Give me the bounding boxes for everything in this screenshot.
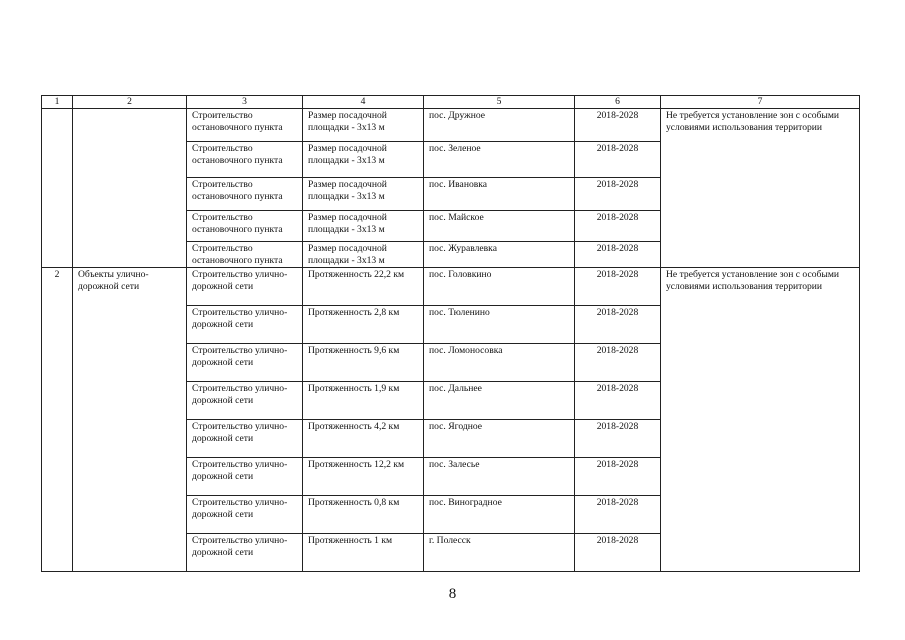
location-cell: пос. Дальнее [424,382,575,420]
parameter-cell: Протяженность 2,8 км [303,306,424,344]
period-cell: 2018-2028 [575,178,661,211]
header-cell: 1 [42,96,73,109]
parameter-cell: Размер посадочной площадки - 3х13 м [303,109,424,142]
object-cell [73,109,187,268]
period-cell: 2018-2028 [575,496,661,534]
parameter-cell: Протяженность 12,2 км [303,458,424,496]
object-cell: Объекты улично-дорожной сети [73,268,187,572]
table-row [42,268,860,306]
period-cell: 2018-2028 [575,534,661,572]
location-cell: пос. Ломоносовка [424,344,575,382]
period-cell: 2018-2028 [575,344,661,382]
parameter-cell: Протяженность 22,2 км [303,268,424,306]
work-cell: Строительство остановочного пункта [187,242,303,268]
location-cell: пос. Ягодное [424,420,575,458]
work-cell: Строительство улично-дорожной сети [187,458,303,496]
header-cell: 4 [303,96,424,109]
period-cell: 2018-2028 [575,306,661,344]
location-cell: пос. Журавлевка [424,242,575,268]
header-cell: 7 [661,96,860,109]
parameter-cell: Размер посадочной площадки - 3х13 м [303,142,424,178]
work-cell: Строительство остановочного пункта [187,211,303,242]
location-cell: пос. Тюленино [424,306,575,344]
location-cell: пос. Ивановка [424,178,575,211]
row-number-cell [42,109,73,268]
period-cell: 2018-2028 [575,211,661,242]
parameter-cell: Размер посадочной площадки - 3х13 м [303,178,424,211]
period-cell: 2018-2028 [575,142,661,178]
row-number-cell: 2 [42,268,73,572]
location-cell: пос. Дружное [424,109,575,142]
parameter-cell: Размер посадочной площадки - 3х13 м [303,211,424,242]
work-cell: Строительство улично-дорожной сети [187,344,303,382]
period-cell: 2018-2028 [575,109,661,142]
location-cell: пос. Зеленое [424,142,575,178]
work-cell: Строительство улично-дорожной сети [187,496,303,534]
location-cell: пос. Виноградное [424,496,575,534]
work-cell: Строительство улично-дорожной сети [187,382,303,420]
parameter-cell: Протяженность 4,2 км [303,420,424,458]
header-cell: 6 [575,96,661,109]
work-cell: Строительство остановочного пункта [187,142,303,178]
page-number: 8 [448,586,457,602]
period-cell: 2018-2028 [575,382,661,420]
parameter-cell: Протяженность 9,6 км [303,344,424,382]
table-row [42,109,860,142]
location-cell: пос. Майское [424,211,575,242]
location-cell: пос. Залесье [424,458,575,496]
work-cell: Строительство улично-дорожной сети [187,420,303,458]
planning-table [41,95,860,572]
zone-note-cell: Не требуется установление зон с особыми условиями использования территории [661,268,860,572]
parameter-cell: Протяженность 1 км [303,534,424,572]
period-cell: 2018-2028 [575,420,661,458]
parameter-cell: Протяженность 0,8 км [303,496,424,534]
parameter-cell: Размер посадочной площадки - 3х13 м [303,242,424,268]
work-cell: Строительство остановочного пункта [187,109,303,142]
zone-note-cell: Не требуется установление зон с особыми условиями использования территории [661,109,860,268]
work-cell: Строительство улично-дорожной сети [187,268,303,306]
work-cell: Строительство остановочного пункта [187,178,303,211]
header-cell: 2 [73,96,187,109]
period-cell: 2018-2028 [575,268,661,306]
header-cell: 3 [187,96,303,109]
work-cell: Строительство улично-дорожной сети [187,306,303,344]
header-cell: 5 [424,96,575,109]
location-cell: г. Полесск [424,534,575,572]
parameter-cell: Протяженность 1,9 км [303,382,424,420]
location-cell: пос. Головкино [424,268,575,306]
work-cell: Строительство улично-дорожной сети [187,534,303,572]
period-cell: 2018-2028 [575,458,661,496]
header-row [42,96,860,109]
period-cell: 2018-2028 [575,242,661,268]
